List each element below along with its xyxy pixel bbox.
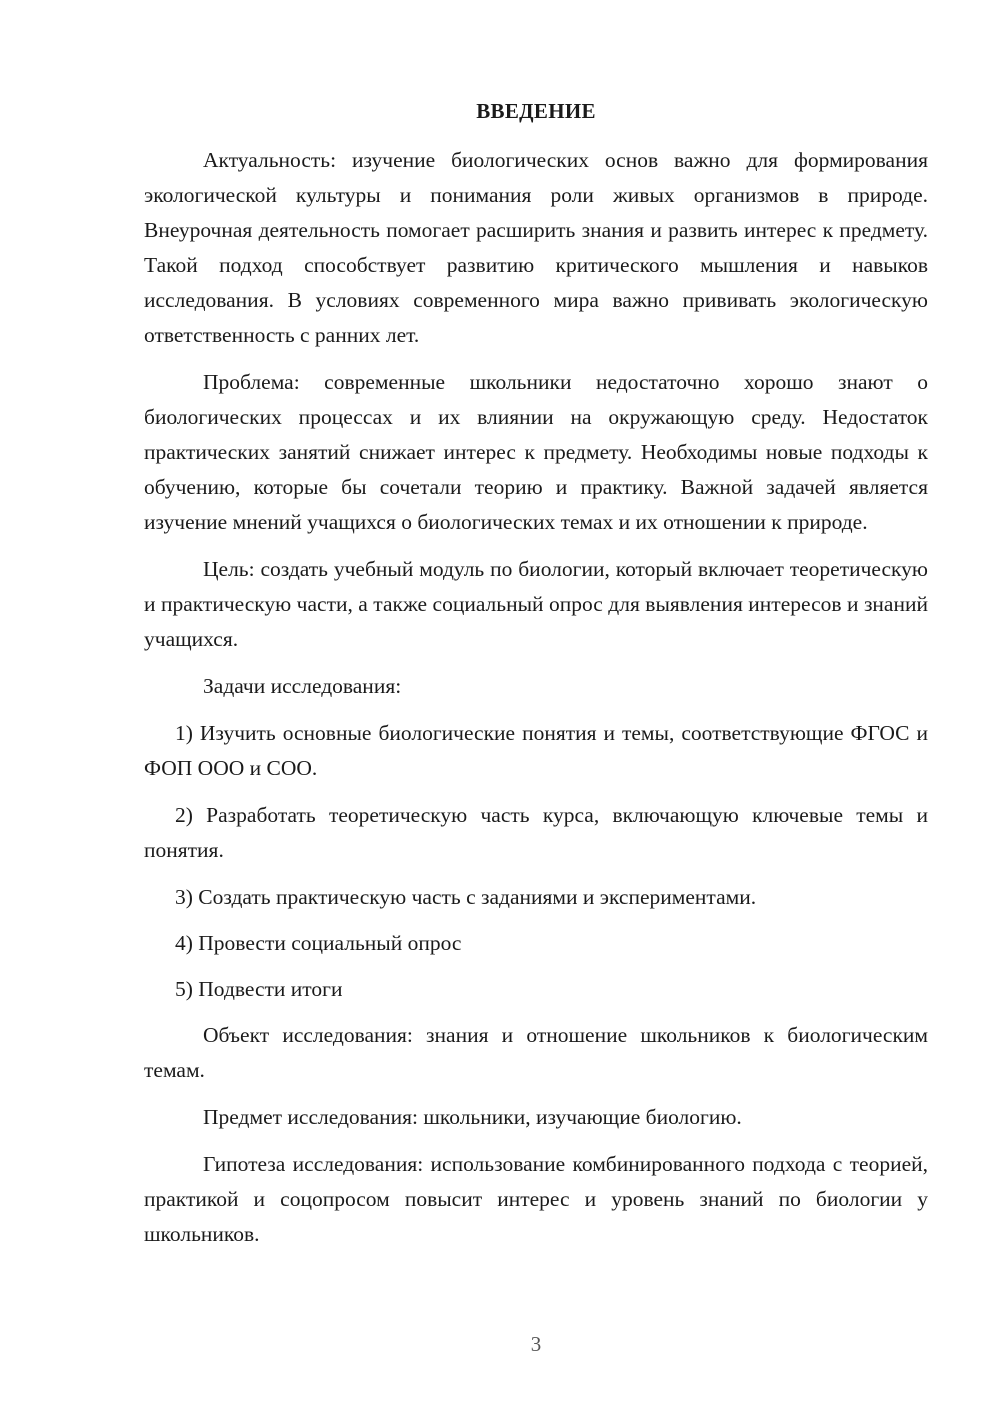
relevance-paragraph: Актуальность: изучение биологических основ важно для формирования экологической культуры и понимания роли живых организмов в природе. Внеурочная деятельность помогает расширить знания и развить интерес к предмету. Такой подход способствует развитию критического мышления и навыков исследования. В условиях современного мира важно прививать экологическую ответственность с ранних лет. [144, 148, 928, 347]
problem-paragraph: Проблема: современные школьники недостаточно хорошо знают о биологических процессах и их влиянии на окружающую среду. Недостаток практических занятий снижает интерес к предмету. Необходимы новые подходы к обучению, которые бы сочетали теорию и практику. Важной задачей является изучение мнений учащихся о биологических темах и их отношении к природе. [144, 370, 928, 534]
page-title: ВВЕДЕНИЕ [476, 99, 596, 123]
task-item-2: 2) Разработать теоретическую часть курса, включающую ключевые темы и понятия. [144, 803, 928, 862]
hypothesis-paragraph: Гипотеза исследования: использование комбинированного подхода с теорией, практикой и соцопросом повысит интерес и уровень знаний по биологии у школьников. [144, 1152, 928, 1246]
tasks-heading: Задачи исследования: [203, 674, 402, 698]
subject-paragraph: Предмет исследования: школьники, изучающие биологию. [203, 1105, 742, 1129]
task-item-1: 1) Изучить основные биологические понятия и темы, соответствующие ФГОС и ФОП ООО и СОО. [144, 721, 928, 780]
task-item-5: 5) Подвести итоги [175, 977, 343, 1001]
goal-paragraph: Цель: создать учебный модуль по биологии, который включает теоретическую и практическую части, а также социальный опрос для выявления интересов и знаний учащихся. [144, 557, 928, 651]
document-body [144, 143, 928, 1264]
task-item-4: 4) Провести социальный опрос [175, 931, 462, 955]
task-item-3: 3) Создать практическую часть с заданиями и экспериментами. [175, 885, 757, 909]
page-number: 3 [530, 1332, 542, 1356]
object-paragraph: Объект исследования: знания и отношение школьников к биологическим темам. [144, 1023, 928, 1082]
